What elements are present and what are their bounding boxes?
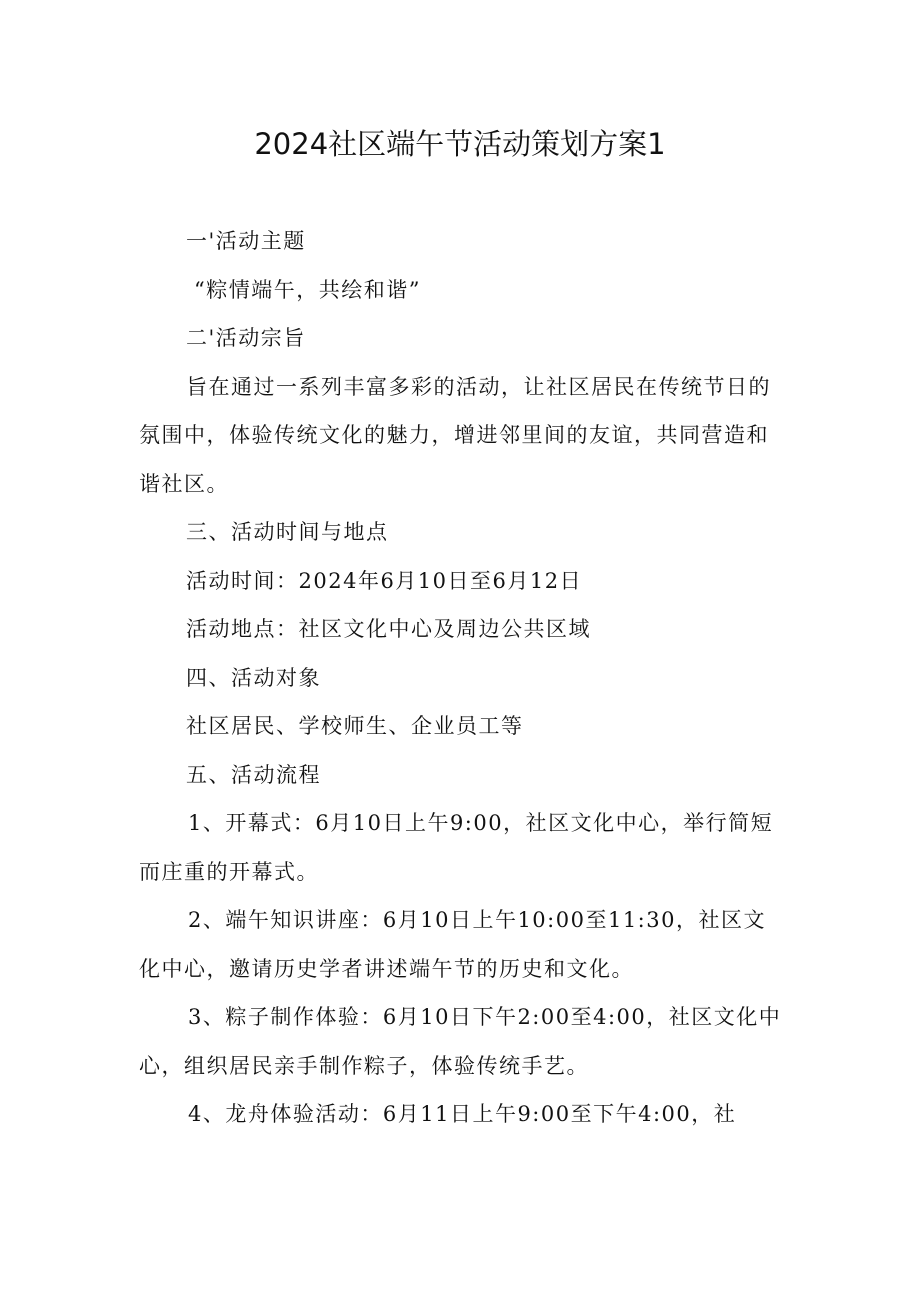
section-heading-flow: 五、活动流程 — [186, 762, 321, 787]
flow-step-1: 1、开幕式：6月10日上午9:00，社区文化中心，举行简短而庄重的开幕式。 — [139, 811, 774, 884]
purpose-paragraph: 旨在通过一系列丰富多彩的活动，让社区居民在传统节日的氛围中，体验传统文化的魅力，增进邻里间的友谊，共同营造和谐社区。 — [139, 374, 771, 496]
audience-paragraph: 社区居民、学校师生、企业员工等 — [186, 714, 524, 738]
flow-step-2: 2、端午知识讲座：6月10日上午10:00至11:30，社区文化中心，邀请历史学者讲述端午节的历史和文化。 — [139, 908, 766, 981]
activity-place: 活动地点：社区文化中心及周边公共区域 — [186, 617, 591, 641]
section-heading-theme: 一'活动主题 — [186, 229, 306, 253]
section-heading-purpose: 二'活动宗旨 — [186, 326, 306, 350]
section-heading-audience: 四、活动对象 — [186, 665, 321, 690]
document-title: 2024社区端午节活动策划方案1 — [254, 127, 666, 161]
activity-time: 活动时间：2024年6月10日至6月12日 — [186, 568, 583, 593]
flow-step-4: 4、龙舟体验活动：6月11日上午9:00至下午4:00，社 — [188, 1102, 737, 1126]
document-body — [139, 217, 784, 1139]
section-heading-time-place: 三、活动时间与地点 — [186, 520, 389, 544]
theme-slogan: “粽情端午，共绘和谐” — [194, 277, 421, 302]
flow-step-3: 3、粽子制作体验：6月10日下午2:00至4:00，社区文化中心，组织居民亲手制作粽子，体验传统手艺。 — [139, 1005, 782, 1078]
